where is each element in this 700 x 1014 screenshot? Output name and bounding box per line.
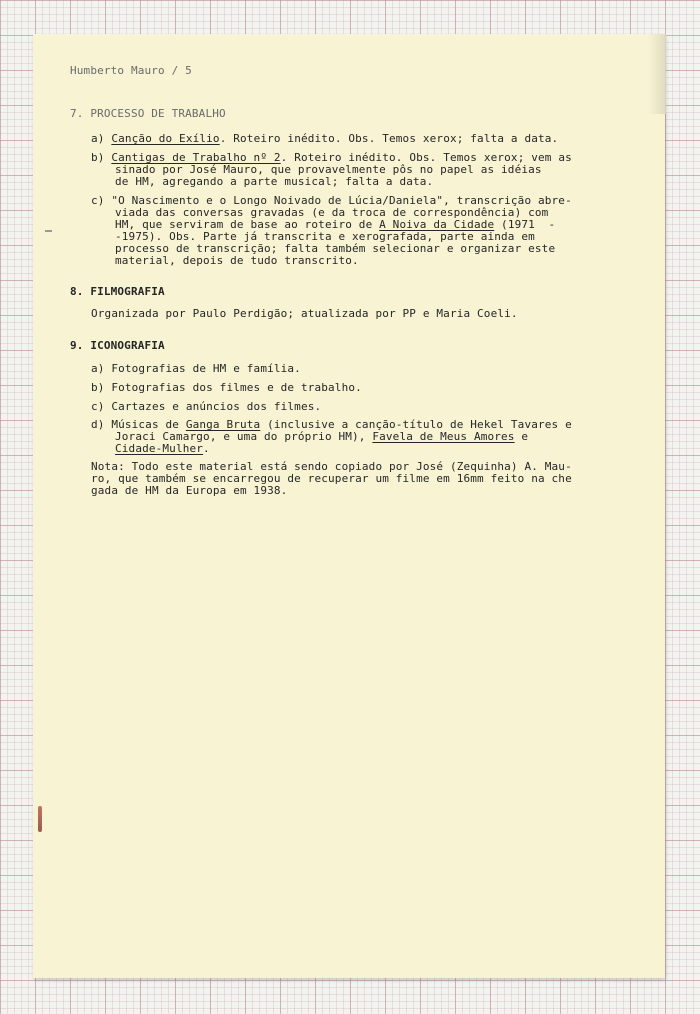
s9-d-title1: Ganga Bruta: [185, 418, 261, 431]
section-8-title: 8. FILMOGRAFIA: [70, 285, 165, 298]
section-7-title: 7. PROCESSO DE TRABALHO: [70, 107, 226, 120]
page-header: Humberto Mauro / 5: [70, 64, 192, 77]
s7-item-c-line2: viada das conversas gravadas (e da troca de correspondência) com: [115, 206, 549, 219]
note-line1: Nota: Todo este material está sendo copiado por José (Zequinha) A. Mau-: [91, 460, 572, 473]
margin-pencil-mark: [45, 230, 52, 232]
s7-a-prefix: a): [91, 132, 112, 145]
s9-item-c: c) Cartazes e anúncios dos filmes.: [91, 400, 322, 413]
s7-item-b-line3: de HM, agregando a parte musical; falta a data.: [115, 175, 434, 188]
s9-d-l2-title: Favela de Meus Amores: [372, 430, 515, 443]
s7-a-rest: . Roteiro inédito. Obs. Temos xerox; falta a data.: [219, 132, 559, 145]
note-line3: gada de HM da Europa em 1938.: [91, 484, 288, 497]
s7-item-c-line6: material, depois de tudo transcrito.: [115, 254, 359, 267]
s7-item-b-line2: sinado por José Mauro, que provavelmente pôs no papel as idéias: [115, 163, 542, 176]
s9-d-prefix: d) Músicas de: [91, 418, 186, 431]
folded-corner-shadow: [648, 34, 666, 114]
s7-b-prefix: b): [91, 151, 112, 164]
s7-b-rest: . Roteiro inédito. Obs. Temos xerox; vem as: [280, 151, 572, 164]
s9-d-l3-post: .: [203, 442, 210, 455]
s9-item-d-line3: [115, 442, 210, 455]
s9-d-l3-title: Cidade-Mulher: [115, 442, 204, 455]
s7-a-title: Canção do Exílio: [111, 132, 220, 145]
s7-c-l3-pre: HM, que serviram de base ao roteiro de: [115, 218, 380, 231]
s7-b-title: Cantigas de Trabalho nº 2: [111, 151, 281, 164]
typed-document-page: [33, 34, 665, 978]
s9-item-a: a) Fotografias de HM e família.: [91, 362, 301, 375]
s7-item-c-line5: processo de transcrição; falta também selecionar e organizar este: [115, 242, 556, 255]
s9-d-l2-post: e: [514, 430, 529, 443]
red-ink-stain: [38, 806, 42, 832]
s9-d-l2-pre: Joraci Camargo, e uma do próprio HM),: [115, 430, 373, 443]
s7-c-l3-post: (1971 -: [494, 218, 556, 231]
s7-c-l3-title: A Noiva da Cidade: [379, 218, 495, 231]
s7-item-c-line1: c) "O Nascimento e o Longo Noivado de Lúcia/Daniela", transcrição abre-: [91, 194, 572, 207]
s7-item-c-line4: -1975). Obs. Parte já transcrita e xerografada, parte ainda em: [115, 230, 535, 243]
s9-d-rest1: (inclusive a canção-título de Hekel Tavares e: [260, 418, 572, 431]
s8-body: Organizada por Paulo Perdigão; atualizada por PP e Maria Coeli.: [91, 307, 518, 320]
note-line2: ro, que também se encarregou de recuperar um filme em 16mm feito na che: [91, 472, 572, 485]
s9-item-b: b) Fotografias dos filmes e de trabalho.: [91, 381, 362, 394]
section-9-title: 9. ICONOGRAFIA: [70, 339, 165, 352]
s7-item-a: [91, 132, 558, 145]
